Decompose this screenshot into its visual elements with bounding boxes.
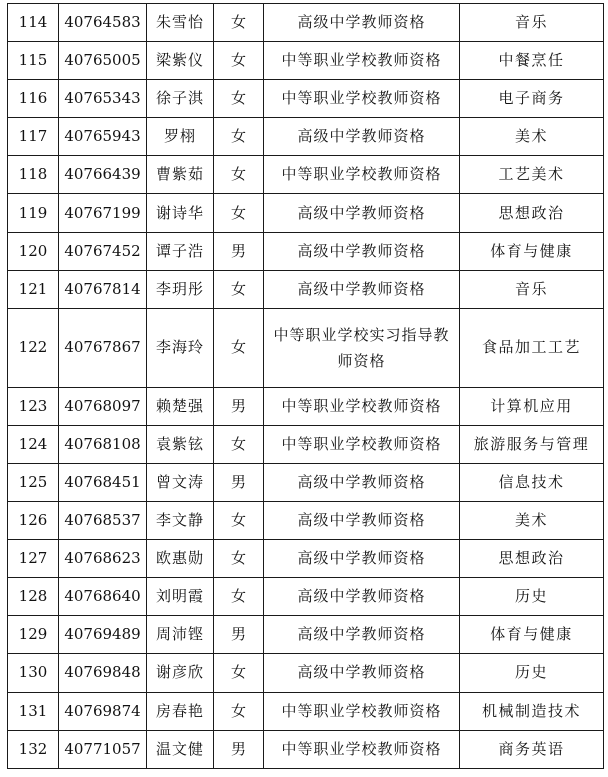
qualification-cell: 中等职业学校教师资格 — [264, 42, 460, 80]
gender-cell: 男 — [214, 232, 264, 270]
table-row — [8, 616, 604, 654]
subject-cell: 历史 — [460, 578, 604, 616]
subject-cell: 历史 — [460, 654, 604, 692]
candidate-id-cell: 40764583 — [59, 4, 147, 42]
gender-cell: 女 — [214, 425, 264, 463]
qualification-cell: 高级中学教师资格 — [264, 654, 460, 692]
candidate-id-cell: 40769489 — [59, 616, 147, 654]
name-cell: 谢彦欣 — [147, 654, 214, 692]
gender-cell: 男 — [214, 616, 264, 654]
row-number-cell: 123 — [8, 387, 59, 425]
row-number-cell: 114 — [8, 4, 59, 42]
table-row — [8, 4, 604, 42]
name-cell: 朱雪怡 — [147, 4, 214, 42]
row-number-cell: 130 — [8, 654, 59, 692]
qualification-cell: 高级中学教师资格 — [264, 194, 460, 232]
row-number-cell: 126 — [8, 502, 59, 540]
gender-cell: 男 — [214, 730, 264, 768]
qualification-cell: 高级中学教师资格 — [264, 270, 460, 308]
qualification-cell: 中等职业学校教师资格 — [264, 156, 460, 194]
row-number-cell: 118 — [8, 156, 59, 194]
candidate-id-cell: 40771057 — [59, 730, 147, 768]
row-number-cell: 132 — [8, 730, 59, 768]
gender-cell: 女 — [214, 80, 264, 118]
gender-cell: 女 — [214, 4, 264, 42]
qualification-cell: 高级中学教师资格 — [264, 463, 460, 501]
subject-cell: 计算机应用 — [460, 387, 604, 425]
gender-cell: 女 — [214, 156, 264, 194]
qualification-cell: 高级中学教师资格 — [264, 578, 460, 616]
subject-cell: 机械制造技术 — [460, 692, 604, 730]
subject-cell: 食品加工工艺 — [460, 308, 604, 387]
row-number-cell: 131 — [8, 692, 59, 730]
subject-cell: 旅游服务与管理 — [460, 425, 604, 463]
candidate-id-cell: 40765943 — [59, 118, 147, 156]
qualification-cell: 中等职业学校教师资格 — [264, 425, 460, 463]
gender-cell: 女 — [214, 194, 264, 232]
row-number-cell: 125 — [8, 463, 59, 501]
table-body — [8, 4, 604, 769]
name-cell: 李文静 — [147, 502, 214, 540]
table-row — [8, 692, 604, 730]
table-row — [8, 654, 604, 692]
name-cell: 刘明霞 — [147, 578, 214, 616]
table-row — [8, 540, 604, 578]
candidate-id-cell: 40767814 — [59, 270, 147, 308]
subject-cell: 商务英语 — [460, 730, 604, 768]
table-row — [8, 730, 604, 768]
subject-cell: 思想政治 — [460, 540, 604, 578]
candidate-id-cell: 40767452 — [59, 232, 147, 270]
row-number-cell: 122 — [8, 308, 59, 387]
gender-cell: 女 — [214, 118, 264, 156]
row-number-cell: 120 — [8, 232, 59, 270]
row-number-cell: 117 — [8, 118, 59, 156]
name-cell: 李玥彤 — [147, 270, 214, 308]
qualification-cell: 高级中学教师资格 — [264, 232, 460, 270]
qualification-cell: 高级中学教师资格 — [264, 118, 460, 156]
row-number-cell: 119 — [8, 194, 59, 232]
row-number-cell: 116 — [8, 80, 59, 118]
name-cell: 曾文涛 — [147, 463, 214, 501]
name-cell: 周沛铿 — [147, 616, 214, 654]
candidate-id-cell: 40768451 — [59, 463, 147, 501]
gender-cell: 女 — [214, 578, 264, 616]
gender-cell: 女 — [214, 502, 264, 540]
name-cell: 李海玲 — [147, 308, 214, 387]
subject-cell: 信息技术 — [460, 463, 604, 501]
name-cell: 房春艳 — [147, 692, 214, 730]
qualification-table — [7, 3, 604, 769]
name-cell: 罗栩 — [147, 118, 214, 156]
qualification-cell: 高级中学教师资格 — [264, 502, 460, 540]
name-cell: 欧惠勋 — [147, 540, 214, 578]
gender-cell: 女 — [214, 654, 264, 692]
row-number-cell: 121 — [8, 270, 59, 308]
subject-cell: 音乐 — [460, 4, 604, 42]
row-number-cell: 129 — [8, 616, 59, 654]
candidate-id-cell: 40768640 — [59, 578, 147, 616]
subject-cell: 音乐 — [460, 270, 604, 308]
candidate-id-cell: 40767199 — [59, 194, 147, 232]
gender-cell: 女 — [214, 540, 264, 578]
qualification-cell: 高级中学教师资格 — [264, 616, 460, 654]
name-cell: 谢诗华 — [147, 194, 214, 232]
gender-cell: 女 — [214, 308, 264, 387]
name-cell: 温文健 — [147, 730, 214, 768]
name-cell: 梁紫仪 — [147, 42, 214, 80]
row-number-cell: 115 — [8, 42, 59, 80]
gender-cell: 男 — [214, 387, 264, 425]
row-number-cell: 124 — [8, 425, 59, 463]
name-cell: 谭子浩 — [147, 232, 214, 270]
subject-cell: 美术 — [460, 118, 604, 156]
table-row — [8, 118, 604, 156]
name-cell: 徐子淇 — [147, 80, 214, 118]
qualification-cell: 高级中学教师资格 — [264, 540, 460, 578]
subject-cell: 中餐烹任 — [460, 42, 604, 80]
candidate-id-cell: 40768537 — [59, 502, 147, 540]
table-row — [8, 425, 604, 463]
gender-cell: 女 — [214, 692, 264, 730]
qualification-cell: 中等职业学校教师资格 — [264, 692, 460, 730]
table-row — [8, 194, 604, 232]
subject-cell: 美术 — [460, 502, 604, 540]
table-row — [8, 232, 604, 270]
candidate-id-cell: 40765343 — [59, 80, 147, 118]
subject-cell: 思想政治 — [460, 194, 604, 232]
candidate-id-cell: 40769848 — [59, 654, 147, 692]
qualification-cell: 高级中学教师资格 — [264, 4, 460, 42]
candidate-id-cell: 40765005 — [59, 42, 147, 80]
table-row — [8, 270, 604, 308]
candidate-id-cell: 40768097 — [59, 387, 147, 425]
table-row — [8, 463, 604, 501]
table-row — [8, 578, 604, 616]
candidate-id-cell: 40768108 — [59, 425, 147, 463]
candidate-id-cell: 40766439 — [59, 156, 147, 194]
gender-cell: 女 — [214, 270, 264, 308]
table-row — [8, 42, 604, 80]
gender-cell: 女 — [214, 42, 264, 80]
subject-cell: 工艺美术 — [460, 156, 604, 194]
subject-cell: 电子商务 — [460, 80, 604, 118]
table-row — [8, 387, 604, 425]
row-number-cell: 127 — [8, 540, 59, 578]
candidate-id-cell: 40769874 — [59, 692, 147, 730]
qualification-cell: 中等职业学校教师资格 — [264, 730, 460, 768]
subject-cell: 体育与健康 — [460, 616, 604, 654]
table-row — [8, 80, 604, 118]
table-row — [8, 308, 604, 387]
name-cell: 赖楚强 — [147, 387, 214, 425]
table-row — [8, 156, 604, 194]
name-cell: 袁紫铉 — [147, 425, 214, 463]
gender-cell: 男 — [214, 463, 264, 501]
qualification-cell: 中等职业学校教师资格 — [264, 387, 460, 425]
candidate-id-cell: 40768623 — [59, 540, 147, 578]
row-number-cell: 128 — [8, 578, 59, 616]
qualification-cell: 中等职业学校教师资格 — [264, 80, 460, 118]
subject-cell: 体育与健康 — [460, 232, 604, 270]
table-row — [8, 502, 604, 540]
name-cell: 曹紫茹 — [147, 156, 214, 194]
candidate-id-cell: 40767867 — [59, 308, 147, 387]
qualification-cell: 中等职业学校实习指导教师资格 — [264, 308, 460, 387]
